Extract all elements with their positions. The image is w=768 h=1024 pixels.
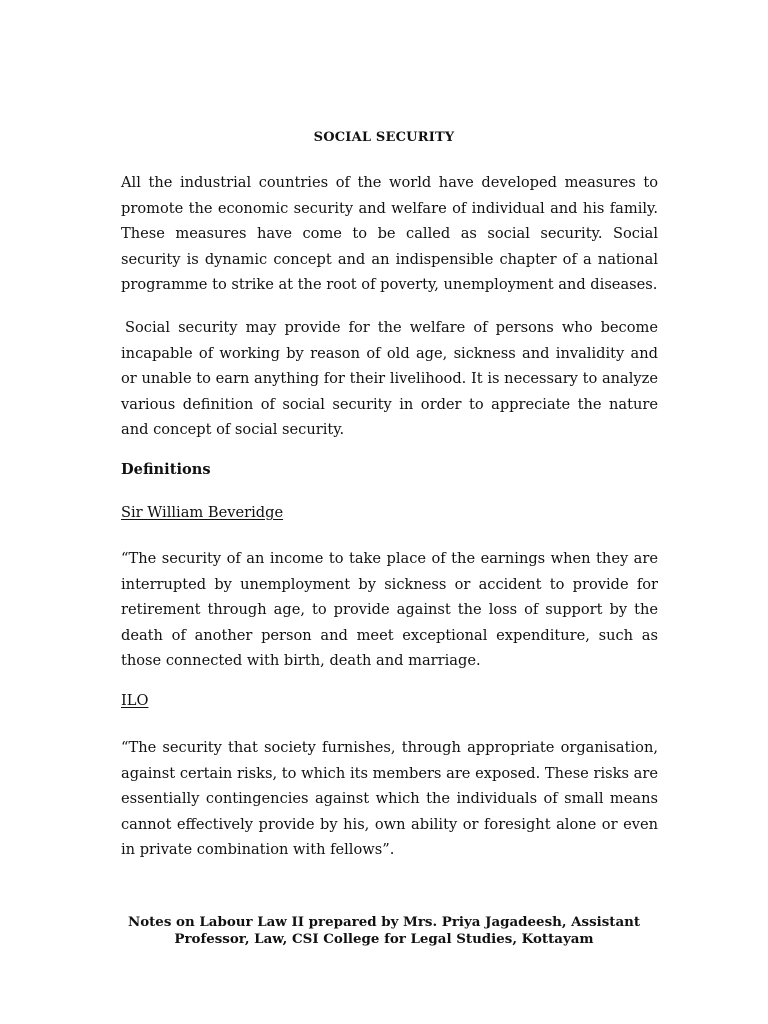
ilo-heading: ILO [121, 692, 149, 709]
ilo-quote: “The security that society furnishes, through appropriate organisation, against certain risks, to which its members are exposed. These risks are essentially contingencies against which the individuals of small means cannot effectively provide by his, own ability or foresight alone or even in private combination with fellows”. [121, 739, 658, 859]
beveridge-heading: Sir William Beveridge [121, 504, 284, 521]
intro-paragraph: All the industrial countries of the world have developed measures to promote the economic security and welfare of individual and his family. These measures have come to be called as social security. Social security is dynamic concept and an indispensible chapter of a national programme to strike at the root of poverty, unemployment and diseases. [121, 174, 658, 294]
page-title: SOCIAL SECURITY [313, 130, 455, 145]
page-footer [0, 914, 768, 948]
second-paragraph: Social security may provide for the welfare of persons who become incapable of working by reason of old age, sickness and invalidity and or unable to earn anything for their livelihood. It is necessary to analyze various definition of social security in order to appreciate the nature and concept of social security. [121, 319, 658, 439]
beveridge-quote: “The security of an income to take place of the earnings when they are interrupted by unemployment by sickness or accident to provide for retirement through age, to provide against the loss of support by the death of another person and meet exceptional expenditure, such as those connected with birth, death and marriage. [121, 550, 658, 670]
footer-line-2: Professor, Law, CSI College for Legal Studies, Kottayam [174, 931, 594, 947]
definitions-heading: Definitions [121, 461, 211, 478]
footer-line-1: Notes on Labour Law II prepared by Mrs. Priya Jagadeesh, Assistant [127, 914, 641, 930]
